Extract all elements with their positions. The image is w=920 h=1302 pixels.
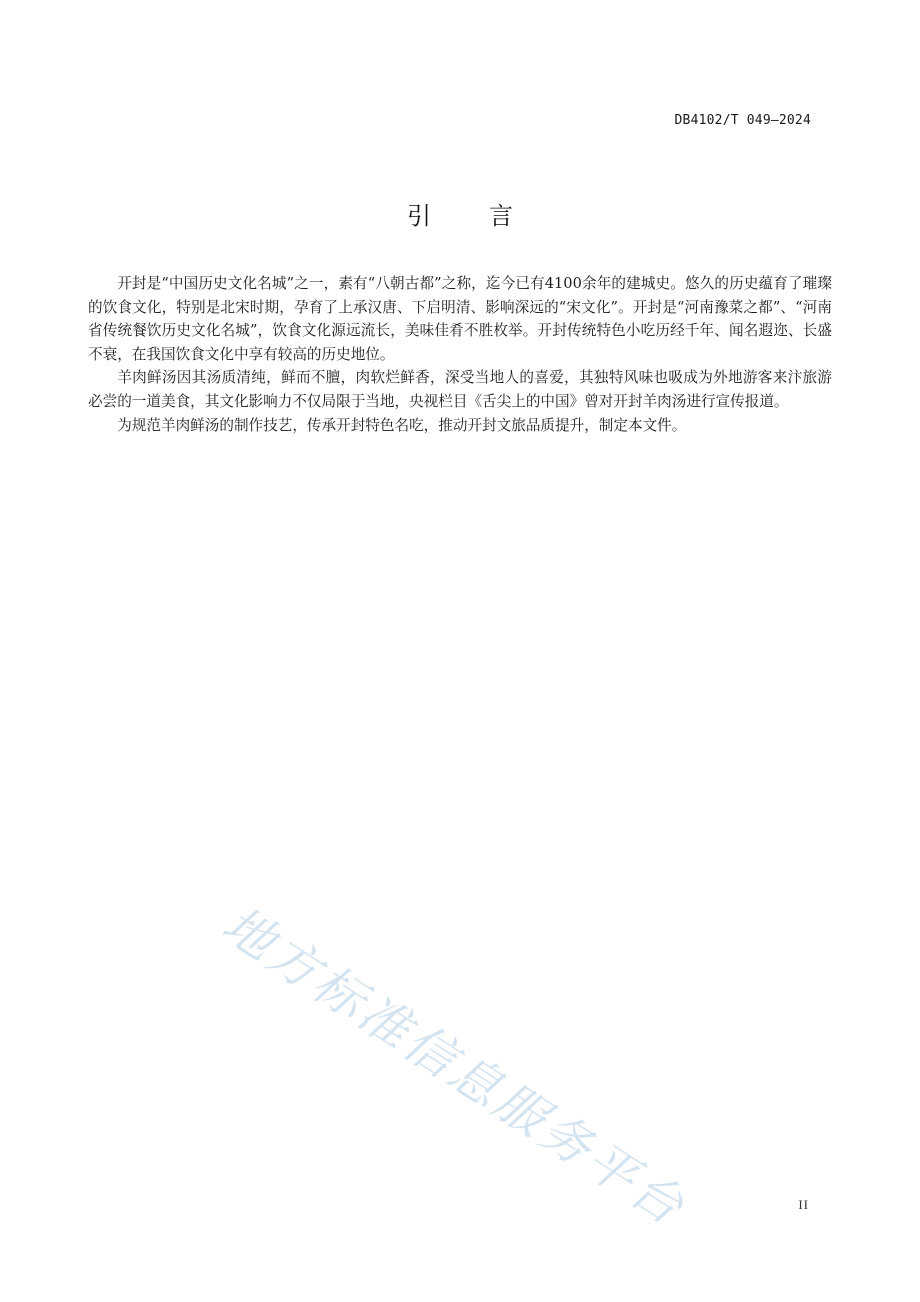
paragraph-2: 羊肉鲜汤因其汤质清纯，鲜而不膻，肉软烂鲜香，深受当地人的喜爱，其独特风味也吸成为外地游客来汴旅游必尝的一道美食，其文化影响力不仅局限于当地，央视栏目《舌尖上的中国》曾对开封羊肉汤进行宣传报道。	[88, 369, 832, 410]
page-title	[0, 196, 920, 231]
document-code: DB4102/T 049—2024	[674, 113, 811, 128]
introduction-body	[88, 272, 832, 437]
title-char-1: 引	[407, 202, 431, 230]
paragraph-1: 开封是“中国历史文化名城”之一，素有“八朝古都”之称，迄今已有4100余年的建城史。悠久的历史蕴育了璀璨的饮食文化，特别是北宋时期，孕育了上承汉唐、下启明清、影响深远的“宋文化”。开封是“河南豫菜之都”、“河南省传统餐饮历史文化名城”，饮食文化源远流长，美味佳肴不胜枚举。开封传统特色小吃历经千年、闻名遐迩、长盛不衰，在我国饮食文化中享有较高的历史地位。	[88, 275, 832, 363]
watermark-text: 地方标准信息服务平台	[212, 895, 697, 1238]
page-number: II	[798, 1197, 809, 1212]
paragraph-3: 为规范羊肉鲜汤的制作技艺，传承开封特色名吃，推动开封文旅品质提升，制定本文件。	[117, 416, 687, 434]
title-char-2: 言	[489, 202, 513, 230]
